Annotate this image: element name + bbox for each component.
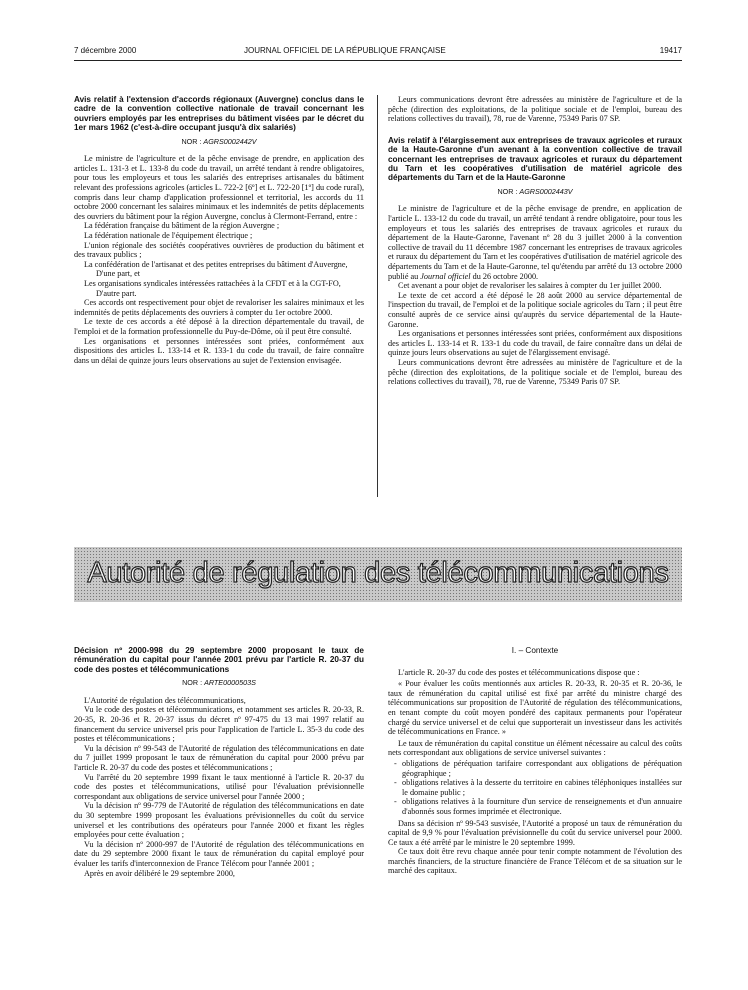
paragraph: La confédération de l'artisanat et des petites entreprises du bâtiment d'Auvergne, [84,259,348,269]
paragraph: Vu l'arrêté du 20 septembre 1999 fixant le taux mentionné à l'article R. 20-37 du code des postes et télécommunications, utilisé pour l'évaluation prévisionnelle correspondant aux obligations de service universel pour l'année 2000 ; [74,772,364,801]
paragraph: Le texte de ces accords a été déposé à la direction départementale du travail, de l'emploi et de la formation professionnelle du Puy-de-Dôme, où il peut être consulté. [74,317,364,336]
paragraph: La fédération nationale de l'équipement électrique ; [84,230,253,240]
decision-title: Décision nº 2000-998 du 29 septembre 2000 proposant le taux de rémunération du capital pour l'année 2001 prévu par l'article R. 20-37 du code des postes et télécommunications [74,646,364,674]
paragraph: L'article R. 20-37 du code des postes et télécommunications dispose que : [398,667,640,677]
paragraph: Leurs communications devront être adressées au ministère de l'agriculture et de la pêche (direction des exploitations, de la politique sociale et de l'emploi, bureau des relations collectives du travail), 78, rue de Varenne, 75349 Paris 07 SP. [388,95,682,124]
paragraph: Leurs communications devront être adressées au ministère de l'agriculture et de la pêche (direction des exploitations, de la politique sociale et de l'emploi, bureau des relations collectives du travail), 78, rue de Varenne, 75349 Paris 07 SP. [388,357,682,387]
paragraph: Les organisations et personnes intéressées sont priées, conformément aux dispositions des articles L. 133-14 et R. 133-1 du code du travail, de faire connaître dans un délai de quinze jours leurs observations au sujet de l'élargissement envisagé. [388,329,682,358]
notice-title: Avis relatif à l'élargissement aux entreprises de travaux agricoles et ruraux de la Haute-Garonne d'un avenant à la convention collective de travail concernant les entreprises de travaux agricoles et ruraux du département du Tarn et les coopératives d'utilisation de matériel agricole des départements du Tarn et de la Haute-Garonne [388,135,682,183]
list-item: - obligations relatives à la fourniture d'un service de renseignements et d'un annuaire d'abonnés sous formes imprimée et électronique. [402,797,682,816]
header-page-number: 19417 [659,46,682,55]
section-banner-title: Autorité de régulation des télécommunications [87,557,669,589]
left-notice [74,95,364,365]
list-item: - obligations de péréquation tarifaire correspondant aux obligations de péréquation géographique ; [402,759,682,778]
paragraph: Ce taux doit être revu chaque année pour tenir compte notamment de l'évolution des marchés financiers, de la structure financière de France Télécom et de sa situation sur le marché des capitaux. [388,847,682,876]
obligations-list [388,759,682,817]
paragraph: L'Autorité de régulation des télécommunications, [84,695,246,705]
nor-reference: NOR : ARTE0000503S [182,678,256,688]
quote: « Pour évaluer les coûts mentionnés aux articles R. 20-33, R. 20-35 et R. 20-36, le taux de rémunération du capital utilisé est fixé par arrêté du ministre chargé des télécommunications sur proposition de l'Autorité de régulation des télécommunications, en tenant compte du coût moyen pondéré des capitaux permanents pour l'opérateur chargé du service universel et de celui que supporterait un investisseur dans les activités de télécommunications en France. » [388,679,682,737]
list-item: - obligations relatives à la desserte du territoire en cabines téléphoniques installées sur le domaine public ; [402,778,682,797]
paragraph: Dans sa décision nº 99-543 susvisée, l'Autorité a proposé un taux de rémunération du capital de 9,9 % pour l'évaluation prévisionnelle du coût du service universel pour 2000. Ce taux a été arrêté par le ministre le 20 septembre 1999. [388,818,682,847]
paragraph: Vu la décision nº 2000-997 de l'Autorité de régulation des télécommunications en date du 29 septembre 2000 fixant le taux de rémunération du capital employé pour évaluer les tarifs d'interconnexion de France Télécom pour l'année 2001 ; [74,839,364,868]
paragraph: Les organisations et personnes intéressées sont priées, conformément aux dispositions des articles L. 133-14 et R. 133-1 du code du travail, de faire connaître dans un délai de quinze jours leurs observations au sujet de l'extension envisagée. [74,336,364,365]
right-notice [388,95,682,387]
paragraph: L'union régionale des sociétés coopératives ouvrières de production du bâtiment et des travaux publics ; [74,240,364,260]
column-divider [377,95,378,497]
nor-reference: NOR : AGRS0002443V [497,186,573,196]
paragraph: D'autre part. [96,288,137,298]
paragraph: Vu la décision nº 99-543 de l'Autorité de régulation des télécommunications en date du 7 juillet 1999 proposant le taux de rémunération du capital pour 2000 prévu par l'article R. 20-37 du code des postes et télécommunications ; [74,743,364,772]
paragraph: Le texte de cet accord a été déposé le 28 août 2000 au service départemental de l'inspection du travail, de l'emploi et de la politique sociale agricoles du Tarn ; il peut être consulté auprès de ce service ainsi qu'auprès du service départemental de la Haute-Garonne. [388,290,682,329]
paragraph: Après en avoir délibéré le 29 septembre 2000, [84,868,235,878]
paragraph: Le taux de rémunération du capital constitue un élément nécessaire au calcul des coûts nets correspondant aux obligations de service universel suivantes : [388,738,682,758]
header-journal: JOURNAL OFFICIEL DE LA RÉPUBLIQUE FRANÇAISE [244,46,446,55]
section-heading: I. – Contexte [511,646,559,655]
header-date: 7 décembre 2000 [74,46,137,55]
paragraph: Vu le code des postes et télécommunications, et notamment ses articles R. 20-33, R. 20-35, R. 20-36 et R. 20-37 issus du décret nº 97-475 du 13 mai 1997 relatif au financement du service universel pris pour l'application de l'article L. 35-3 du code des postes et télécommunications ; [74,705,364,744]
paragraph: D'une part, et [96,269,140,279]
notice-title: Avis relatif à l'extension d'accords régionaux (Auvergne) conclus dans le cadre de la convention collective nationale de travail concernant les ouvriers employés par les entreprises du bâtiment visées par le décret du 1er mars 1962 (c'est-à-dire occupant jusqu'à dix salariés) [74,95,364,133]
decision [74,646,364,878]
paragraph: Les organisations syndicales intéressées rattachées à la CFDT et à la CGT-FO, [84,278,341,288]
nor-reference: NOR : AGRS0002442V [181,136,257,146]
paragraph: La fédération française du bâtiment de la région Auvergne ; [84,221,280,231]
paragraph: Ces accords ont respectivement pour objet de revaloriser les salaires minimaux et les indemnités de petits déplacements des ouvriers à compter du 1er octobre 2000. [74,298,364,317]
context-section [388,646,682,876]
paragraph: Vu la décision nº 99-779 de l'Autorité de régulation des télécommunications en date du 30 septembre 1999 proposant les évaluations prévisionnelles du coût du service universel et les contributions des opérateurs pour l'année 2000 et fixant les règles employées pour cette évaluation ; [74,801,364,840]
page-header [74,46,682,58]
paragraph: Le ministre de l'agriculture et de la pêche envisage de prendre, en application de l'article L. 133-12 du code du travail, un arrêté tendant à rendre obligatoire, pour tous les employeurs et tous les salariés des entreprises de travaux agricoles et ruraux du département de la Haute-Garonne, l'avenant nº 28 du 3 juillet 2000 à la convention collective de travail du 11 décembre 1987 concernant les entreprises de travaux agricoles et ruraux du département du Tarn et les coopératives d'utilisation de matériel agricole des départements du Tarn et de la Haute-Garonne, tel qu'étendu par arrêté du 13 octobre 2000 publié au Journal officiel du 26 octobre 2000. [388,204,682,281]
paragraph: Cet avenant a pour objet de revaloriser les salaires à compter du 1er juillet 2000. [398,281,662,291]
header-rule [74,60,682,61]
paragraph: Le ministre de l'agriculture et de la pêche envisage de prendre, en application des articles L. 131-3 et L. 133-8 du code du travail, un arrêté tendant à rendre obligatoires, pour tous les employeurs et tous les salariés des entreprises artisanales du bâtiment relevant des professions agricoles (articles L. 722-2 [6º] et L. 722-20 [1º] du code rural), compris dans leur champ d'application professionnel et territorial, les accords du 11 octobre 2000 concernant les salaires minimaux et les indemnités de petits déplacements des ouvriers du bâtiment pour la région Auvergne, conclus à Clermont-Ferrand, entre : [74,154,364,221]
